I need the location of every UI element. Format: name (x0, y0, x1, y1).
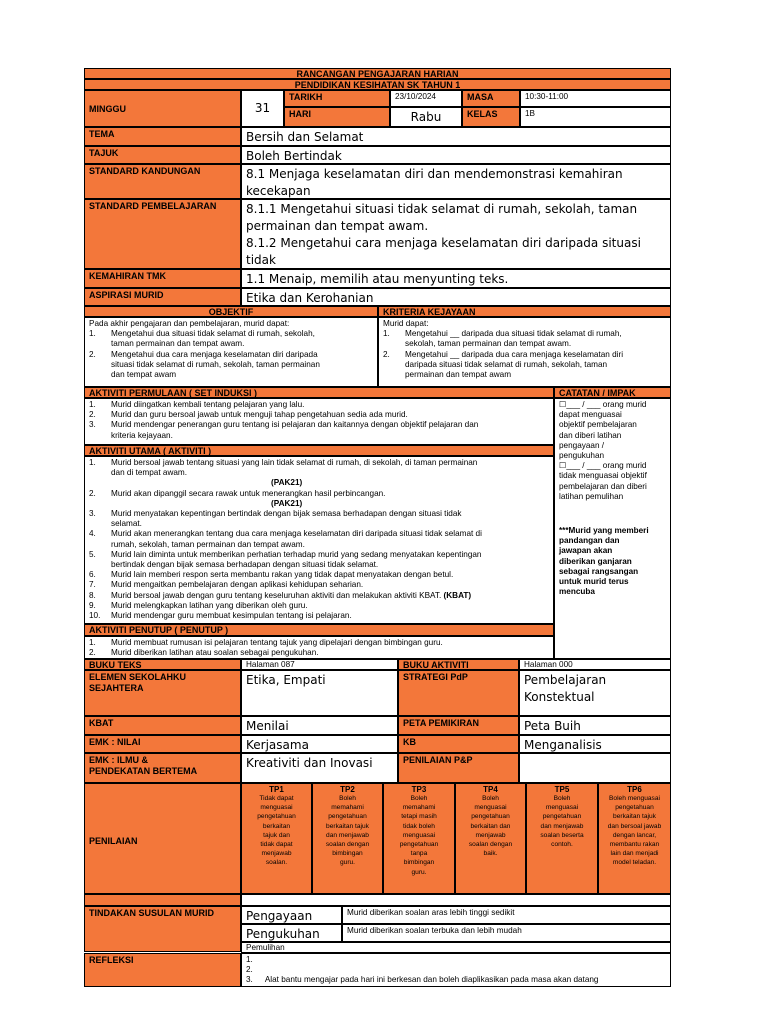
item-line: Murid bersoal jawab dengan guru tentang keseluruhan aktiviti dan melakukan aktiviti KBAT. (KBAT) (111, 590, 472, 600)
tp-line: menjawab (261, 850, 292, 858)
refleksi-number: 1. (246, 955, 253, 964)
item-line: permainan dan tempat awam (405, 370, 512, 380)
tema-value: Bersih dan Selamat (241, 127, 671, 146)
pengukuhan-label: Pengukuhan (241, 924, 342, 942)
item-number: 4. (89, 529, 96, 539)
item-line: Murid mengaitkan pembelajaran dengan aplikasi kehidupan seharian. (111, 580, 364, 590)
tajuk-label: TAJUK (84, 146, 241, 164)
tp-cell-2 (312, 783, 383, 894)
item-number: 2. (89, 410, 96, 420)
item-line: Murid dan guru bersoal jawab untuk menguji tahap pengetahuan sedia ada murid. (111, 410, 408, 420)
tp-line: tidak boleh (403, 822, 435, 830)
catatan-body (554, 398, 671, 659)
tp-line: memahami (331, 804, 364, 812)
aktiviti-penutup-body (84, 636, 554, 659)
item-line: Mengetahui __ daripada dua situasi tidak selamat di rumah, (405, 329, 622, 339)
tarikh-value: 23/10/2024 (390, 90, 462, 107)
item-line: Mengetahui __ daripada dua cara menjaga keselamatan diri (405, 349, 624, 359)
item-line: Murid mendengar guru membuat kesimpulan tentang isi pelajaran. (111, 611, 352, 621)
aktiviti-penutup-header: AKTIVITI PENUTUP ( PENUTUP ) (84, 624, 554, 636)
item-line: sekolah, taman permainan dan tempat awam. (405, 339, 572, 349)
tp-cell-3 (383, 783, 455, 894)
tp-line: soalan dengan (325, 841, 370, 849)
kriteria-intro: Murid dapat: (383, 319, 429, 328)
standard-kandungan-label: STANDARD KANDUNGAN (84, 164, 241, 199)
tp-title: TP6 (627, 785, 642, 794)
refleksi-item (246, 955, 666, 965)
item-line: Mengetahui dua cara menjaga keselamatan diri daripada (111, 349, 318, 359)
buku-teks-label: BUKU TEKS (84, 659, 241, 670)
catatan-header: CATATAN / IMPAK (554, 387, 671, 398)
list-item (89, 648, 549, 658)
kriteria-body (378, 317, 671, 387)
tp-line: Tidak dapat (259, 795, 294, 802)
emk-nilai-value: Kerjasama (241, 735, 398, 753)
catatan-line: dan diberi latihan (559, 430, 622, 440)
list-item (89, 420, 549, 440)
kb-label: KB (398, 735, 519, 753)
aktiviti-permulaan-header: AKTIVITI PERMULAAN ( SET INDUKSI ) (84, 387, 554, 398)
emk-nilai-label: EMK : NILAI (84, 735, 241, 753)
list-item (89, 410, 549, 420)
item-number: 1. (89, 458, 96, 467)
list-item (89, 458, 549, 489)
item-line: bertindak dengan bijak semasa berhadapan dengan situasi tidak selamat. (111, 560, 379, 570)
tp-title: TP4 (483, 785, 498, 794)
catatan-note-line: jawapan akan (559, 546, 613, 556)
tp-title: TP5 (554, 785, 570, 794)
catatan-line: tidak menguasai objektif (559, 471, 647, 481)
tp-line: soalan. (265, 859, 288, 867)
penilaian-pp-value (519, 753, 671, 783)
tp-title: TP3 (411, 785, 427, 794)
aspirasi-label: ASPIRASI MURID (84, 288, 241, 306)
tp-line: soalan dengan (468, 841, 513, 849)
tindakan-susulan-label: TINDAKAN SUSULAN MURID (84, 906, 241, 952)
masa-value: 10:30-11:00 (520, 90, 671, 107)
buku-teks-value: Halaman 087 (241, 659, 398, 670)
tp-line: berkaitan dan (470, 822, 511, 830)
tp-line: bimbingan (332, 850, 363, 858)
tp-line: pengetahuan (542, 813, 582, 821)
tp-line: bimbingan (403, 859, 435, 867)
tp-line: Boleh menguasai (609, 795, 660, 802)
item-line: selamat. (111, 519, 142, 529)
emk-ilmu-line: PENDEKATAN BERTEMA (89, 766, 198, 776)
catatan-note-line: untuk murid terus (559, 577, 629, 587)
elemen-value: Etika, Empati (241, 670, 398, 716)
minggu-label: MINGGU (84, 90, 241, 127)
tp-line: Boleh (410, 795, 428, 802)
item-number: 2. (383, 349, 390, 359)
strategi-line: Pembelajaran (524, 673, 607, 687)
tp-line: tetapi masih (401, 813, 437, 821)
tp-line: pengetahuan (615, 804, 654, 812)
tarikh-label: TARIKH (284, 90, 390, 107)
item-tag: (KBAT) (443, 590, 472, 600)
list-item (89, 529, 549, 549)
pengayaan-label: Pengayaan (241, 906, 342, 924)
list-item (89, 638, 549, 648)
item-line: taman permainan dan tempat awam. (111, 339, 245, 349)
catatan-note-line: ***Murid yang memberi (559, 526, 649, 536)
aktiviti-utama-body (84, 456, 554, 624)
sp-line: 8.1.2 Mengetahui cara menjaga keselamatan diri daripada situasi tidak (246, 236, 641, 267)
item-line: Murid akan menerangkan tentang dua cara menjaga keselamatan diri daripada situasi tidak selamat di (111, 529, 482, 539)
tp-line: menguasai (474, 804, 507, 812)
item-number: 3. (89, 420, 96, 430)
catatan-note-line: pandangan dan (559, 536, 620, 546)
penilaian-spacer-left (84, 894, 241, 906)
tp-line: contoh. (551, 841, 573, 849)
tp-line: berkaitan tajuk (326, 822, 369, 830)
item-number: 6. (89, 570, 96, 580)
sp-line: 8.1.1 Mengetahui situasi tidak selamat di rumah, sekolah, taman (246, 202, 638, 216)
objektif-header: OBJEKTIF (84, 306, 378, 317)
list-item (89, 350, 373, 381)
item-line: Mengetahui dua situasi tidak selamat di rumah, sekolah, (111, 329, 315, 339)
item-number: 7. (89, 580, 96, 590)
refleksi-body (241, 953, 671, 987)
refleksi-label: REFLEKSI (84, 953, 241, 987)
item-tag: (PAK21) (271, 478, 303, 488)
list-item (89, 550, 549, 570)
kelas-label: KELAS (462, 107, 520, 127)
kbat-value: Menilai (241, 716, 398, 735)
item-number: 1. (383, 329, 390, 339)
tajuk-value: Boleh Bertindak (241, 146, 671, 164)
tp-line: soalan beserta (540, 831, 584, 839)
tp-line: berkaitan (262, 822, 291, 830)
list-item (89, 329, 373, 349)
buku-aktiviti-value: Halaman 000 (519, 659, 671, 670)
item-tag: (PAK21) (271, 498, 303, 508)
catatan-line: pengukuhan (559, 451, 605, 461)
tp-cell-1 (241, 783, 312, 894)
catatan-note-line: sebagai rangsangan (559, 566, 639, 576)
list-item (89, 580, 549, 590)
refleksi-item (246, 965, 666, 975)
item-line: situasi tidak selamat di rumah, sekolah, taman permainan (111, 359, 320, 369)
standard-kandungan-value (241, 164, 671, 199)
tp-line: baik. (483, 850, 498, 858)
kriteria-header: KRITERIA KEJAYAAN (378, 306, 671, 317)
peta-value: Peta Buih (519, 716, 671, 735)
catatan-line: objektif pembelajaran (559, 420, 637, 430)
item-number: 5. (89, 549, 96, 559)
tp-line: guru. (411, 868, 427, 876)
item-number: 2. (89, 488, 96, 498)
list-item (89, 601, 549, 611)
tp-cell-5 (526, 783, 598, 894)
item-line: Murid melengkapkan latihan yang diberikan oleh guru. (111, 600, 308, 610)
refleksi-text: Alat bantu mengajar pada hari ini berkesan dan boleh diaplikasikan pada masa akan datang (264, 975, 599, 985)
tp-line: lain dan menjadi (610, 850, 659, 858)
tp-line: menguasai (545, 804, 579, 812)
penilaian-spacer (241, 894, 671, 906)
kelas-value: 1B (520, 107, 671, 127)
tp-line: Boleh (482, 795, 499, 802)
tp-cell-4 (455, 783, 526, 894)
plan-subtitle: PENDIDIKAN KESIHATAN SK TAHUN 1 (84, 79, 671, 90)
item-number: 1. (89, 400, 96, 409)
item-number: 2. (89, 349, 96, 359)
pemulihan-label: Pemulihan (241, 942, 671, 953)
list-item (89, 489, 549, 509)
kb-value: Menganalisis (519, 735, 671, 753)
tp-line: menguasai (260, 804, 293, 812)
strategi-value (519, 670, 671, 716)
objektif-body (84, 317, 378, 387)
catatan-note-line: diberikan ganjaran (559, 556, 632, 566)
pengayaan-text: Murid diberikan soalan aras lebih tinggi sedikit (342, 906, 671, 924)
item-number: 1. (89, 329, 96, 339)
penilaian-label: PENILAIAN (84, 783, 241, 894)
tema-label: TEMA (84, 127, 241, 146)
minggu-value: 31 (241, 90, 284, 127)
sk-line: 8.1 Menjaga keselamatan diri dan mendemonstrasi kemahiran kecekapan (246, 167, 623, 198)
hari-value: Rabu (390, 107, 462, 127)
tp-line: Boleh (339, 795, 356, 802)
aktiviti-permulaan-body (84, 398, 554, 445)
emk-ilmu-value: Kreativiti dan Inovasi (241, 753, 398, 783)
tp-line: dan menjawab (326, 831, 369, 839)
objektif-intro: Pada akhir pengajaran dan pembelajaran, murid dapat: (89, 319, 290, 328)
tp-line: tanpa (410, 850, 428, 858)
standard-pembelajaran-value (241, 199, 671, 269)
tp-cell-6 (598, 783, 671, 894)
tp-line: Boleh (553, 795, 571, 802)
item-line: Murid diingatkan kembali tentang pelajaran yang lalu. (111, 400, 305, 409)
item-line: dan tempat awam (111, 370, 177, 380)
tp-title: TP2 (340, 785, 355, 794)
tp-line: memahami (402, 804, 436, 812)
list-item (89, 611, 549, 621)
emk-ilmu-label (84, 753, 241, 783)
item-number: 9. (89, 600, 96, 610)
item-number: 2. (89, 648, 96, 658)
aktiviti-utama-header: AKTIVITI UTAMA ( AKTIVITI ) (84, 445, 554, 456)
aspirasi-value: Etika dan Kerohanian (241, 288, 671, 306)
buku-aktiviti-label: BUKU AKTIVITI (398, 659, 519, 670)
item-line: Murid mendengar penerangan guru tentang isi pelajaran dan kaitannya dengan objektif pelajaran dan (111, 420, 479, 430)
list-item (383, 350, 666, 381)
tp-line: pengetahuan (399, 841, 439, 849)
catatan-line: ☐___ / ___ orang murid (559, 400, 647, 409)
item-line: rumah, sekolah, taman permainan dan tempat awam. (111, 539, 305, 549)
sp-line: permainan dan tempat awam. (246, 219, 429, 233)
plan-title: RANCANGAN PENGAJARAN HARIAN (84, 68, 671, 79)
masa-label: MASA (462, 90, 520, 107)
list-item (89, 509, 549, 529)
refleksi-number: 3. (246, 975, 253, 985)
item-line: Murid bersoal jawab tentang situasi yang lain tidak selamat di rumah, di sekolah, di taman permainan (111, 458, 478, 467)
tp-line: dan menjawab (540, 822, 584, 830)
tp-line: menguasai (402, 831, 436, 839)
item-line: daripada situasi tidak selamat di rumah, sekolah, taman (405, 359, 608, 369)
item-number: 8. (89, 590, 96, 600)
item-number: 3. (89, 509, 96, 519)
catatan-line: pembelajaran dan diberi (559, 481, 647, 491)
catatan-line: ☐___ / ___ orang murid (559, 461, 647, 471)
refleksi-item (246, 975, 666, 985)
tp-line: pengetahuan (328, 813, 367, 821)
item-number: 1. (89, 638, 96, 647)
kbat-label: KBAT (84, 716, 241, 735)
item-line: Murid diberikan latihan atau soalan sebagai pengukuhan. (111, 648, 319, 658)
catatan-line: pengayaan / (559, 440, 605, 450)
tp-line: membantu rakan (609, 841, 660, 849)
tp-title: TP1 (269, 785, 284, 794)
catatan-line: latihan pemulihan (559, 491, 624, 501)
strategi-line: Konstektual (524, 690, 595, 704)
list-item (383, 329, 666, 349)
tmk-value: 1.1 Menaip, memilih atau menyunting teks. (241, 269, 671, 288)
tp-line: model teladan. (612, 859, 657, 867)
list-item (89, 570, 549, 580)
tp-line: berkaitan tajuk (613, 813, 656, 821)
elemen-label: ELEMEN SEKOLAHKU SEJAHTERA (84, 670, 241, 716)
item-line: Murid lain memberi respon serta membantu rakan yang tidak dapat menyatakan dengan betul. (111, 570, 454, 580)
emk-ilmu-line: EMK : ILMU & (89, 755, 148, 765)
catatan-spacer (559, 502, 666, 526)
hari-label: HARI (284, 107, 390, 127)
item-line: dan di tempat awam. (111, 468, 188, 478)
strategi-label: STRATEGI PdP (398, 670, 519, 716)
item-line: Murid lain diminta untuk memberikan perhatian terhadap murid yang sedang menyatakan kepentingan (111, 549, 482, 559)
list-item (89, 400, 549, 410)
standard-pembelajaran-label: STANDARD PEMBELAJARAN (84, 199, 241, 269)
item-line: Murid akan dipanggil secara rawak untuk menerangkan hasil perbincangan. (111, 488, 386, 498)
tmk-label: KEMAHIRAN TMK (84, 269, 241, 288)
tp-line: guru. (339, 859, 356, 867)
item-number: 10. (89, 611, 101, 621)
tp-line: menjawab (475, 831, 506, 839)
penilaian-pp-label: PENILAIAN P&P (398, 753, 519, 783)
item-line: Murid menyatakan kepentingan bertindak dengan bijak semasa berhadapan dengan situasi tidak (111, 509, 462, 519)
catatan-note-line: mencuba (559, 587, 595, 597)
tp-line: tidak dapat (260, 841, 293, 849)
pengukuhan-text: Murid diberikan soalan terbuka dan lebih mudah (342, 924, 671, 942)
tp-line: dan bersoal jawab (607, 822, 662, 830)
refleksi-number: 2. (246, 965, 253, 975)
peta-label: PETA PEMIKIRAN (398, 716, 519, 735)
tp-line: tajuk dan (263, 831, 290, 839)
tp-line: pengetahuan (257, 813, 296, 821)
tp-line: dengan lancar, (612, 831, 657, 839)
catatan-line: dapat menguasai (559, 410, 622, 420)
item-line: kriteria kejayaan. (111, 430, 173, 440)
tp-line: pengetahuan (471, 813, 510, 821)
item-line: Murid membuat rumusan isi pelajaran tentang tajuk yang dipelajari dengan bimbingan guru. (111, 638, 443, 647)
list-item (89, 591, 549, 601)
